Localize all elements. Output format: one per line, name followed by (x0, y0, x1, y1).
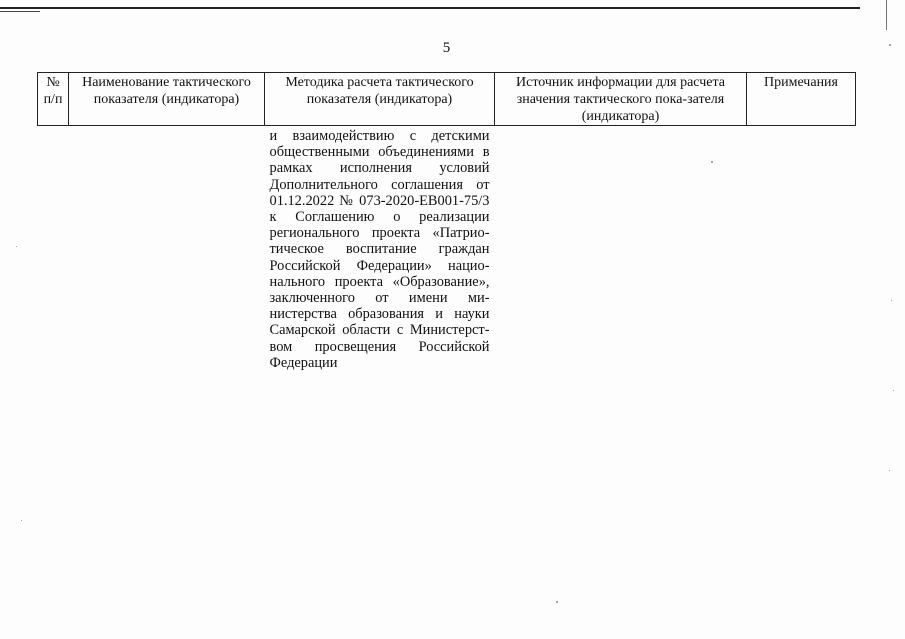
header-information-source: Источник информации для расчета значения тактического пока-зателя (индикатора) (495, 73, 747, 126)
header-number: № п/п (38, 73, 69, 126)
header-notes: Примечания (747, 73, 856, 126)
cell-calculation-method (265, 126, 495, 372)
table-row (38, 126, 856, 372)
page-number: 5 (442, 40, 451, 56)
cell-information-source (495, 126, 747, 372)
indicator-table (37, 72, 856, 371)
cell-number (38, 126, 69, 372)
header-calculation-method: Методика расчета тактического показателя (индикатора) (265, 73, 495, 126)
cell-indicator-name (69, 126, 265, 372)
cell-notes (747, 126, 856, 372)
scan-speck (889, 44, 891, 46)
header-indicator-name: Наименование тактического показателя (индикатора) (69, 73, 265, 126)
scan-speck (556, 601, 558, 603)
scan-speck (891, 300, 892, 301)
scan-speck (711, 161, 713, 163)
scan-speck (889, 470, 890, 471)
method-text: и взаимодействию с детскими общественными объединениями в рамках исполнения условий Дополнительного соглашения от 01.12.2022 № 073-2020-ЕВ001-75/3 к Соглашению о реализации регионального проекта «Патрио-тическое воспитание граждан Российской Федерации» нацио-нального проекта «Образование», заключенного от имени ми-нистерства образования и науки Самарской области с Министерст-вом просвещения Российской Федерации (269, 128, 490, 371)
table-header-row (38, 73, 856, 126)
scan-speck (16, 246, 17, 247)
scan-edge-line (886, 0, 887, 30)
scan-speck (21, 520, 22, 521)
scan-speck (893, 390, 894, 391)
top-border-line-secondary (0, 11, 40, 12)
top-border-line (0, 7, 860, 9)
